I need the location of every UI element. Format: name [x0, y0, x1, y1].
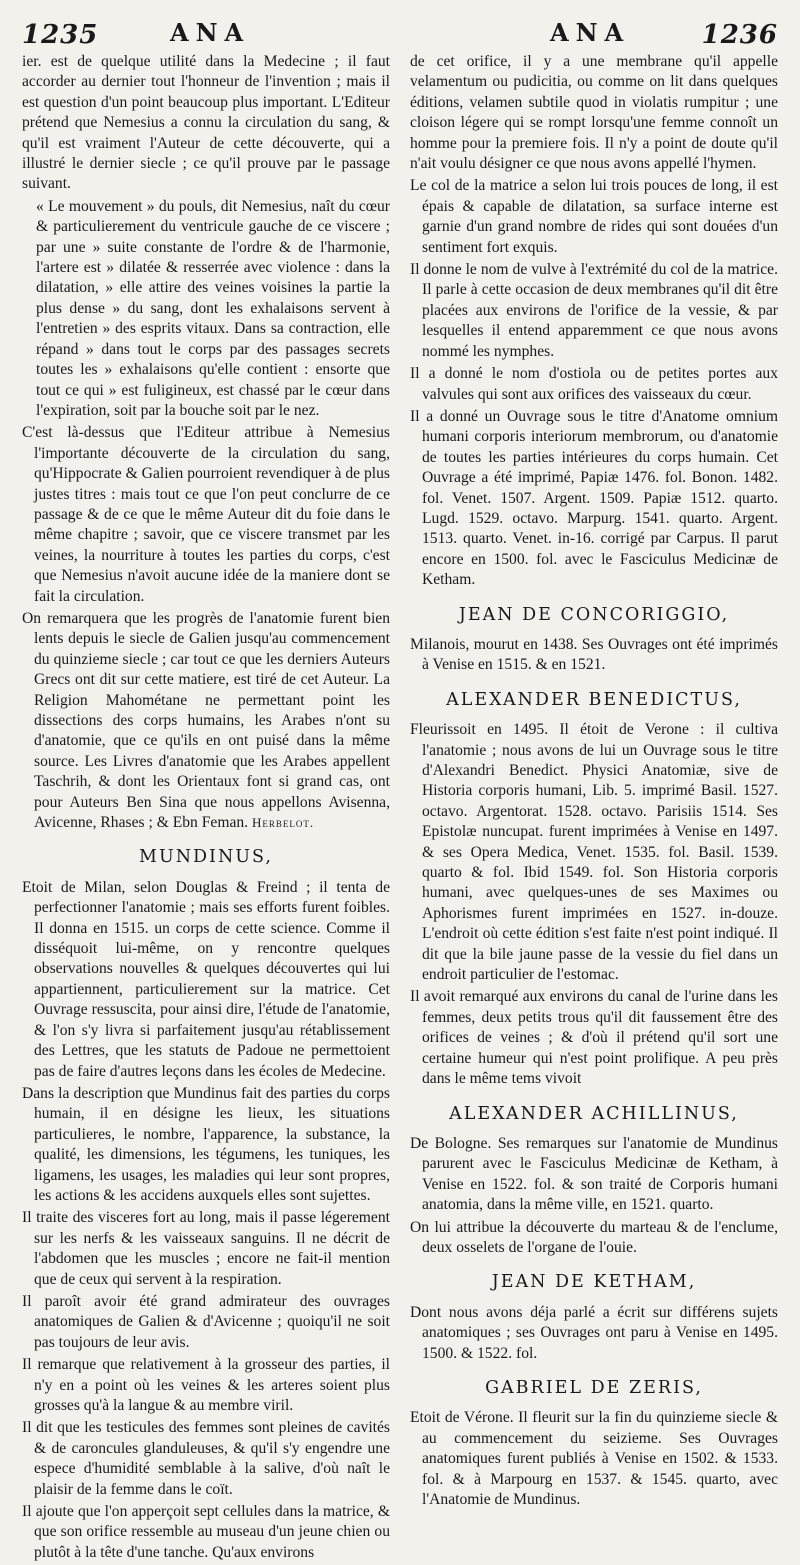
paragraph: Il avoit remarqué aux environs du canal de l'urine dans les femmes, deux petits trous qu'il dit faussement être des orifices de veines ; & d'où il prétend qu'il sort une certaine humeur qui n'est point prolifique. A peu près dans le même tems vivoit [410, 988, 778, 1088]
paragraph: Il paroît avoir été grand admirateur des ouvrages anatomiques de Galien & d'Avicenne ; quoiqu'il ne soit pas toujours de leur avis. [22, 1292, 390, 1351]
paragraph [22, 609, 390, 833]
paragraph: De Bologne. Ses remarques sur l'anatomie de Mundinus parurent avec le Fasciculus Medicinæ de Ketham, à Venise en 1522. fol. & son traité de Corporis humani anatomia, dans la même ville, en 1521. quarto. [410, 1134, 778, 1214]
paragraph: de cet orifice, il y a une membrane qu'il appelle velamentum ou pudicitia, ou comme on lit dans quelques éditions, velamen subtile quod in violatis rumpitur ; une cloison légere qui se rompt lorsqu'une femme connoît un homme pour la premiere fois. Il n'y a point de doute qu'il n'ait voulu désigner ce que nous avons appellé l'hymen. [410, 53, 778, 173]
paragraph: C'est là-dessus que l'Editeur attribue à Nemesius l'importante découverte de la circulation du sang, qu'Hippocrate & Galien pourroient revendiquer à de plus justes titres : mais tout ce que l'on peut conclurre de ce passage & de ce que le même Auteur dit du foie dans le même chapitre ; savoir, que ce viscere transmet par les veines, la nourriture à toutes les parties du corps, c'est que Nemesius n'avoit aucune idée de la maniere dont se fait la circulation. [22, 424, 390, 605]
left-column [22, 52, 390, 1565]
entry-heading-zeris: GABRIEL DE ZERIS, [485, 1377, 703, 1398]
paragraph: Etoit de Vérone. Il fleurit sur la fin du quinzieme siecle & au commencement du seizieme. Ses Ouvrages anatomiques furent publiés à Venise en 1502. & 1533. fol. & à Marpourg en 1537. & 1545. quarto, avec l'Anatomie de Mundinus. [410, 1409, 778, 1508]
paragraph: Il dit que les testicules des femmes sont pleines de cavités & de caroncules glanduleuses, & qu'il s'y engendre une espece d'humidité semblable à la salive, d'où naît le plaisir de la femme dans le coït. [22, 1419, 390, 1498]
entry-heading-mundinus: MUNDINUS, [139, 847, 273, 868]
nemesius-quote: « Le mouvement » du pouls, dit Nemesius, naît du cœur & particulierement du ventricule gauche de ce viscere ; par une » suite constante de l'ordre & de l'harmonie, l'artere est » dilatée & resserrée avec violence : dans la dilatation, » elle attire des veines voisines la partie la plus dense » du sang, dont les exhalaisons servent à l'entretien » des esprits vitaux. Dans sa contraction, elle répand » dans tout le corps par des passages secrets toutes les » exhalaisons qu'elle contient : ensorte que tout ce qui » est fuligineux, est chassé par le cœur dans l'expiration, soit par la bouche soit par le nez. [36, 197, 390, 419]
paragraph: Il a donné un Ouvrage sous le titre d'Anatome omnium humani corporis interiorum membrorum, ou d'anatomie de toutes les parties intérieures du corps humain. Cet Ouvrage a été imprimé, Papiæ 1476. fol. Bonon. 1482. fol. Venet. 1507. Argent. 1509. Papiæ 1512. quarto. Lugd. 1529. octavo. Marpurg. 1541. quarto. Argent. 1513. quarto. Venet. in-16. corrigé par Carpus. Il parut encore en 1500. fol. avec le Fasciculus Medicinæ de Ketham. [410, 407, 778, 589]
paragraph-text: On remarquera que les progrès de l'anatomie furent bien lents depuis le siecle de Galien jusqu'au commencement du quinzieme siecle ; car tout ce que les derniers Auteurs Grecs ont dit sur cette matiere, est tiré de cet Auteur. La Religion Mahométane ne permettant point les dissections des corps humains, les Arabes n'ont su d'anatomie, que ce qu'ils en ont puisé dans la même source. Les Livres d'anatomie que les Arabes appellent Taschrih, & dont les Orientaux font si grand cas, ont pour Auteurs Ben Sina que nous appellons Avisenna, Avicenne, Rhases ; & Ebn Feman. [22, 609, 390, 832]
paragraph: Fleurissoit en 1495. Il étoit de Verone : il cultiva l'anatomie ; nous avons de lui un Ouvrage sous le titre d'Alexandri Benedict. Physici Anatomiæ, sive de Historia corporis humani, Lib. 5. imprimé Basil. 1527. octavo. Argentorat. 1528. octavo. Parisiis 1514. Ses Epistolæ nuncupat. furent imprimées à Venise en 1497. & ses Opera Medica, Venet. 1535. fol. Basil. 1539. quarto & fol. Ibid 1549. fol. Son Historia corporis humani, avec quelques-unes de ses Maximes ou Aphorismes furent imprimées en 1527. in-douze. L'endroit où cette édition s'est faite n'est point indiqué. Il dit que la bile jaune passe de la vessie du fiel dans un endroit particulier de l'estomac. [410, 721, 778, 984]
entry-heading-achillinus: ALEXANDER ACHILLINUS, [449, 1103, 739, 1124]
source-signature: Herbelot. [252, 815, 315, 831]
paragraph: Dans la description que Mundinus fait des parties du corps humain, il en désigne les lieux, les situations particulieres, le nombre, l'apparence, la substance, la qualité, les dimensions, les tégumens, les tuniques, les ligamens, les usages, les maladies qui leur sont propres, les actions & les accidens auxquels elles sont sujettes. [22, 1084, 390, 1204]
paragraph: On lui attribue la découverte du marteau & de l'enclume, deux osselets de l'organe de l'ouie. [410, 1218, 778, 1256]
entry-heading-ketham: JEAN DE KETHAM, [491, 1272, 697, 1293]
page-header [22, 14, 778, 54]
right-column [410, 52, 778, 1512]
paragraph: Il ajoute que l'on apperçoit sept cellules dans la matrice, & que son orifice ressemble au museau d'un jeune chien ou plutôt à la tête d'une tanche. Qu'aux environs [22, 1503, 390, 1561]
paragraph: Milanois, mourut en 1438. Ses Ouvrages ont été imprimés à Venise en 1515. & en 1521. [410, 635, 778, 674]
running-head-left: ANA [170, 18, 251, 47]
paragraph: Il donne le nom de vulve à l'extrémité du col de la matrice. Il parle à cette occasion de deux membranes qu'il dit être placées aux environs de l'orifice de la vessie, & par lesquelles il entend apparemment ce que nous avons nommé les nymphes. [410, 261, 778, 360]
paragraph: ier. est de quelque utilité dans la Medecine ; il faut accorder au dernier tout l'honneur de l'invention ; mais il est question d'un point beaucoup plus important. L'Editeur prétend que Nemesius a connu la circulation du sang, & qu'il est vraiment l'Auteur de cette découverte, qui a illustré le dernier siecle ; ce qu'il prouve par le passage suivant. [22, 53, 390, 193]
running-head-right: ANA [550, 18, 631, 47]
paragraph: Etoit de Milan, selon Douglas & Freind ; il tenta de perfectionner l'anatomie ; mais ses efforts furent foibles. Il donna en 1515. un corps de cette science. Comme il disséquoit lui-même, on y rencontre quelques observations nouvelles & quelques découvertes qui lui appartiennent, particulierement sur la matrice. Cet Ouvrage ressuscita, pour ainsi dire, l'étude de l'anatomie, & l'on s'y livra si parfaitement jusqu'au rétablissement des Lettres, que les statuts de Padoue ne permettoient pas de faire d'autres leçons dans les écoles de Medecine. [22, 878, 390, 1080]
paragraph: Il traite des visceres fort au long, mais il passe légerement sur les nerfs & les vaisseaux sanguins. Il ne décrit de l'abdomen que les muscles ; encore ne fait-il mention que de ceux qui servent à la respiration. [22, 1209, 390, 1288]
entry-heading-benedictus: ALEXANDER BENEDICTUS, [446, 689, 742, 710]
paragraph: Il remarque que relativement à la grosseur des parties, il n'y en a point où les veines & les arteres soient plus grosses qu'à la langue & au membre viril. [22, 1356, 390, 1414]
paragraph: Dont nous avons déja parlé a écrit sur différens sujets anatomiques ; ses Ouvrages ont paru à Venise en 1495. 1500. & 1522. fol. [410, 1303, 778, 1362]
paragraph: Le col de la matrice a selon lui trois pouces de long, il est épais & capable de dilatation, sa surface interne est garnie d'un grand nombre de rides qui sont douées d'un sentiment fort exquis. [410, 177, 778, 256]
paragraph: Il a donné le nom d'ostiola ou de petites portes aux valvules qui sont aux orifices des vaisseaux du cœur. [410, 365, 778, 403]
page-number-right: 1236 [701, 20, 778, 50]
page-number-left: 1235 [22, 20, 99, 50]
entry-heading-concoriggio: JEAN DE CONCORIGGIO, [458, 604, 730, 625]
